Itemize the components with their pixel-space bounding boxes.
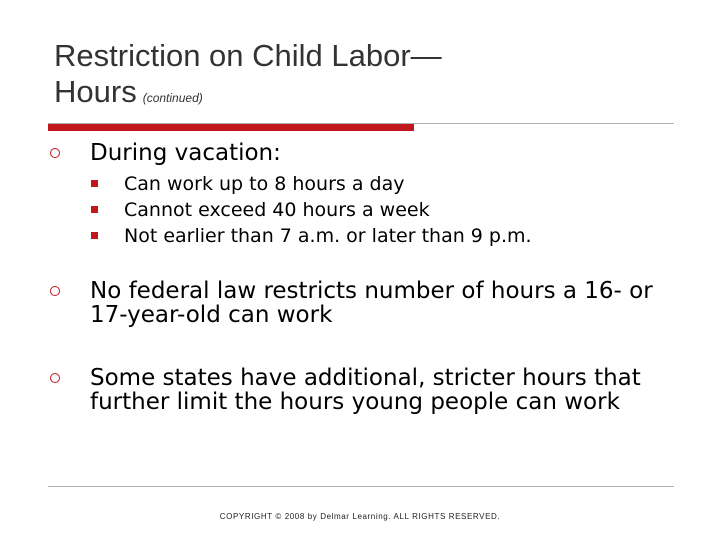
filled-square-icon [91,232,98,239]
sub-bullet [0,223,720,249]
sub-bullet-text: Cannot exceed 40 hours a week [124,199,430,221]
bullet-text: No federal law restricts number of hours a 16- or 17-year-old can work [90,278,653,328]
title-hours: Hours [54,74,137,109]
bullet-level1 [0,141,690,165]
bullet-text: During vacation: [90,140,281,166]
title-line-2 [54,74,674,116]
bullet-text: Some states have additional, stricter hours that further limit the hours young people can work [90,365,641,415]
sub-bullet [0,197,720,223]
bullet-block-states [0,366,720,414]
bullet-block-federal-law [0,279,720,327]
sub-bullet [0,171,720,197]
filled-square-icon [91,180,98,187]
title-continued: (continued) [142,91,203,105]
filled-square-icon [91,206,98,213]
sub-bullet-list [0,171,720,249]
sub-bullet-text: Not earlier than 7 a.m. or later than 9 p.m. [124,225,532,247]
hollow-circle-icon [50,373,60,383]
bullet-level1 [0,279,690,327]
title-accent-bar [48,124,414,131]
hollow-circle-icon [50,286,60,296]
footer-divider-line [48,486,674,487]
title-line-1: Restriction on Child Labor— [54,38,442,73]
copyright-footer: COPYRIGHT © 2008 by Delmar Learning. ALL RIGHTS RESERVED. [219,512,501,521]
slide-title [54,38,674,116]
bullet-block-vacation [0,141,720,249]
sub-bullet-text: Can work up to 8 hours a day [124,173,405,195]
bullet-level1 [0,366,690,414]
hollow-circle-icon [50,148,60,158]
